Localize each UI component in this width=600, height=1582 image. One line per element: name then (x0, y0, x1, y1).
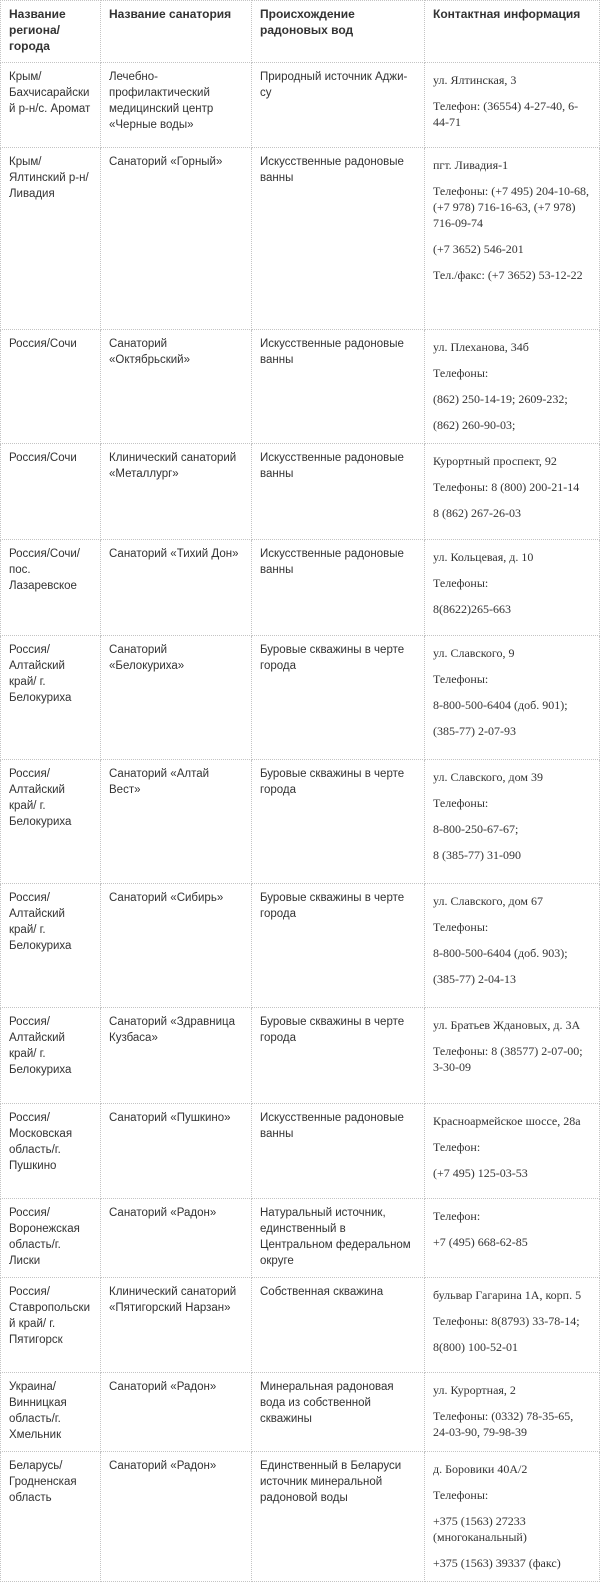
cell-sanatorium: Клинический санаторий «Пятигорский Нарзан» (101, 1278, 252, 1373)
contact-line: (+7 495) 125-03-53 (433, 1166, 528, 1180)
table-row (1, 1373, 600, 1452)
contact-line: ул. Славского, дом 67 (433, 894, 544, 908)
cell-sanatorium: Санаторий «Сибирь» (101, 884, 252, 1008)
contact-line: 8-800-500-6404 (доб. 903); (433, 946, 568, 960)
cell-region: Россия/Сочи/ пос. Лазаревское (1, 540, 101, 636)
table-row (1, 330, 600, 444)
table-row (1, 148, 600, 330)
contact-line: 8-800-500-6404 (доб. 901); (433, 698, 568, 712)
cell-region: Беларусь/ Гродненская область (1, 1452, 101, 1582)
cell-contact (425, 1008, 600, 1104)
cell-region: Россия/ Ставропольский край/ г. Пятигорск (1, 1278, 101, 1373)
cell-sanatorium: Клинический санаторий «Металлург» (101, 444, 252, 540)
contact-line: Телефоны: 8 (800) 200-21-14 (433, 480, 580, 494)
contact-line: пгт. Ливадия-1 (433, 158, 509, 172)
cell-origin: Буровые скважины в черте города (252, 636, 425, 760)
cell-sanatorium: Санаторий «Октябрьский» (101, 330, 252, 444)
contact-line: 8 (862) 267-26-03 (433, 506, 521, 520)
contact-line: Телефоны: (433, 576, 489, 590)
contact-line: 8(800) 100-52-01 (433, 1340, 518, 1354)
contact-line: Телефоны: (433, 920, 489, 934)
cell-sanatorium: Санаторий «Тихий Дон» (101, 540, 252, 636)
contact-line: (385-77) 2-04-13 (433, 972, 516, 986)
table-row (1, 63, 600, 148)
cell-region: Россия/ Воронежская область/г. Лиски (1, 1199, 101, 1278)
contact-line: (862) 250-14-19; 2609-232; (433, 392, 568, 406)
contact-line: (+7 3652) 546-201 (433, 242, 524, 256)
table-row (1, 540, 600, 636)
cell-region: Россия/ Алтайский край/ г. Белокуриха (1, 884, 101, 1008)
contact-line: +375 (1563) 39337 (факс) (433, 1556, 561, 1570)
header-contact: Контактная информация (425, 1, 600, 63)
table-row (1, 760, 600, 884)
cell-region: Россия/ Алтайский край/ г. Белокуриха (1, 760, 101, 884)
contact-line: бульвар Гагарина 1А, корп. 5 (433, 1288, 582, 1302)
cell-contact (425, 1278, 600, 1373)
contact-line: Телефон: (36554) 4-27-40, 6-44-71 (433, 99, 579, 129)
header-origin: Происхождение радоновых вод (252, 1, 425, 63)
contact-line: +7 (495) 668-62-85 (433, 1235, 528, 1249)
table-row (1, 636, 600, 760)
contact-line: (862) 260-90-03; (433, 418, 516, 432)
cell-contact (425, 63, 600, 148)
cell-region: Крым/ Бахчисарайский р-н/с. Аромат (1, 63, 101, 148)
cell-contact (425, 148, 600, 330)
contact-line: 8(8622)265-663 (433, 602, 511, 616)
contact-line: Телефоны: (433, 1488, 489, 1502)
cell-origin: Искусственные радоновые ванны (252, 148, 425, 330)
cell-contact (425, 330, 600, 444)
table-row (1, 884, 600, 1008)
contact-line: 8 (385-77) 31-090 (433, 848, 521, 862)
cell-contact (425, 1199, 600, 1278)
contact-line: Курортный проспект, 92 (433, 454, 557, 468)
cell-contact (425, 444, 600, 540)
contact-line: ул. Славского, 9 (433, 646, 515, 660)
cell-sanatorium: Санаторий «Горный» (101, 148, 252, 330)
cell-origin: Единственный в Беларуси источник минеральной радоновой воды (252, 1452, 425, 1582)
table-row (1, 1104, 600, 1199)
contact-line: Красноармейское шоссе, 28а (433, 1114, 581, 1128)
cell-origin: Собственная скважина (252, 1278, 425, 1373)
cell-origin: Буровые скважины в черте города (252, 884, 425, 1008)
table-row (1, 444, 600, 540)
table-row (1, 1278, 600, 1373)
cell-origin: Искусственные радоновые ванны (252, 1104, 425, 1199)
cell-contact (425, 636, 600, 760)
cell-region: Россия/Сочи (1, 330, 101, 444)
cell-origin: Буровые скважины в черте города (252, 760, 425, 884)
header-row (1, 1, 600, 63)
cell-sanatorium: Санаторий «Пушкино» (101, 1104, 252, 1199)
cell-region: Россия/ Московская область/г. Пушкино (1, 1104, 101, 1199)
cell-origin: Натуральный источник, единственный в Центральном федеральном округе (252, 1199, 425, 1278)
contact-line: Тел./факс: (+7 3652) 53-12-22 (433, 268, 583, 282)
cell-contact (425, 540, 600, 636)
table-body (1, 63, 600, 1582)
contact-line: (385-77) 2-07-93 (433, 724, 516, 738)
cell-contact (425, 1373, 600, 1452)
cell-contact (425, 760, 600, 884)
table-header (1, 1, 600, 63)
contact-line: Телефоны: (433, 796, 489, 810)
cell-origin: Искусственные радоновые ванны (252, 540, 425, 636)
cell-region: Крым/ Ялтинский р-н/ Ливадия (1, 148, 101, 330)
contact-line: ул. Славского, дом 39 (433, 770, 544, 784)
cell-sanatorium: Санаторий «Радон» (101, 1373, 252, 1452)
cell-region: Россия/Сочи (1, 444, 101, 540)
table-row (1, 1199, 600, 1278)
contact-line: ул. Ялтинская, 3 (433, 73, 517, 87)
cell-sanatorium: Санаторий «Алтай Вест» (101, 760, 252, 884)
table-row (1, 1452, 600, 1582)
contact-line: Телефон: (433, 1140, 481, 1154)
contact-line: Телефон: (433, 1209, 481, 1223)
header-sanatorium: Название санатория (101, 1, 252, 63)
contact-line: Телефоны: (+7 495) 204-10-68, (+7 978) 716-16-63, (+7 978) 716-09-74 (433, 184, 590, 230)
contact-line: д. Боровики 40А/2 (433, 1462, 528, 1476)
header-region: Название региона/ города (1, 1, 101, 63)
cell-region: Россия/ Алтайский край/ г. Белокуриха (1, 636, 101, 760)
cell-origin: Искусственные радоновые ванны (252, 444, 425, 540)
contact-line: +375 (1563) 27233 (многоканальный) (433, 1514, 527, 1544)
contact-line: Телефоны: (0332) 78-35-65, 24-03-90, 79-98-39 (433, 1409, 574, 1439)
contact-line: ул. Кольцевая, д. 10 (433, 550, 534, 564)
contact-line: 8-800-250-67-67; (433, 822, 519, 836)
cell-origin: Минеральная радоновая вода из собственной скважины (252, 1373, 425, 1452)
cell-sanatorium: Санаторий «Радон» (101, 1452, 252, 1582)
cell-origin: Искусственные радоновые ванны (252, 330, 425, 444)
cell-contact (425, 884, 600, 1008)
contact-line: ул. Плеханова, 34б (433, 340, 529, 354)
contact-line: ул. Курортная, 2 (433, 1383, 516, 1397)
contact-line: Телефоны: 8 (38577) 2-07-00; 3-30-09 (433, 1044, 583, 1074)
cell-contact (425, 1104, 600, 1199)
cell-sanatorium: Санаторий «Белокуриха» (101, 636, 252, 760)
cell-contact (425, 1452, 600, 1582)
cell-sanatorium: Санаторий «Здравница Кузбаса» (101, 1008, 252, 1104)
cell-sanatorium: Лечебно-профилактический медицинский центр «Черные воды» (101, 63, 252, 148)
cell-sanatorium: Санаторий «Радон» (101, 1199, 252, 1278)
contact-line: Телефоны: (433, 366, 489, 380)
cell-region: Россия/ Алтайский край/ г. Белокуриха (1, 1008, 101, 1104)
cell-region: Украина/ Винницкая область/г. Хмельник (1, 1373, 101, 1452)
cell-origin: Природный источник Аджи-су (252, 63, 425, 148)
contact-line: ул. Братьев Ждановых, д. 3А (433, 1018, 581, 1032)
contact-line: Телефоны: 8(8793) 33-78-14; (433, 1314, 580, 1328)
table-row (1, 1008, 600, 1104)
contact-line: Телефоны: (433, 672, 489, 686)
cell-origin: Буровые скважины в черте города (252, 1008, 425, 1104)
